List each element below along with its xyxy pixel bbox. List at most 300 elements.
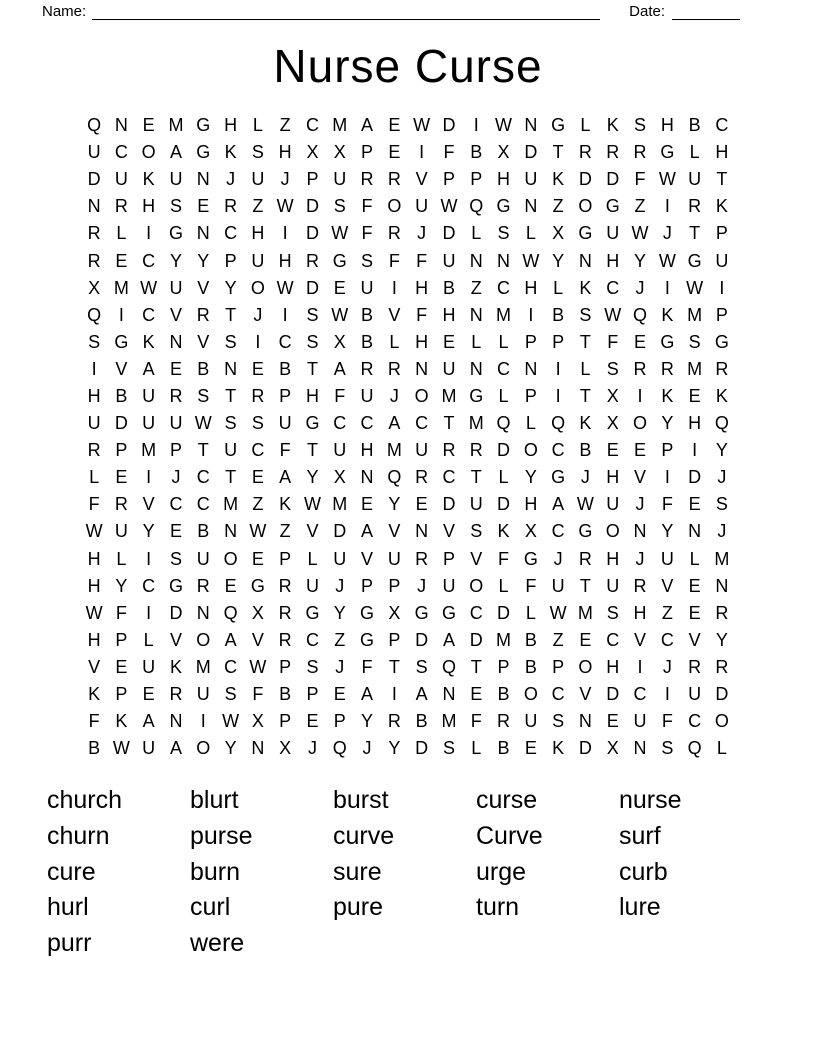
grid-letter: U (551, 575, 565, 596)
grid-letter: A (415, 684, 428, 705)
grid-letter: L (716, 738, 727, 759)
grid-letter: W (413, 115, 431, 136)
grid-letter: D (578, 738, 592, 759)
grid-letter: U (688, 684, 702, 705)
grid-letter: J (662, 656, 672, 677)
grid-letter: V (169, 629, 182, 650)
grid-letter: B (197, 521, 210, 542)
grid-letter: M (441, 711, 457, 732)
grid-letter: B (497, 738, 510, 759)
grid-letter: U (360, 277, 374, 298)
grid-letter: X (88, 277, 101, 298)
grid-letter: M (386, 440, 402, 461)
grid-letter: P (361, 575, 374, 596)
grid-letter: X (388, 602, 401, 623)
grid-letter: N (224, 521, 238, 542)
grid-letter: N (469, 358, 483, 379)
grid-letter: D (169, 602, 183, 623)
grid-letter: I (637, 656, 643, 677)
grid-letter: I (282, 223, 288, 244)
grid-letter: B (524, 656, 537, 677)
grid-letter: N (497, 250, 511, 271)
grid-letter: G (332, 250, 347, 271)
grid-letter: K (579, 277, 592, 298)
grid-letter: H (688, 413, 702, 434)
grid-letter: R (169, 385, 183, 406)
grid-letter: L (553, 277, 564, 298)
grid-letter: J (335, 575, 345, 596)
grid-letter: D (715, 684, 729, 705)
grid-letter: B (579, 440, 592, 461)
grid-letter: D (442, 115, 456, 136)
grid-letter: B (688, 115, 701, 136)
grid-letter: R (278, 602, 292, 623)
grid-letter: W (85, 521, 103, 542)
grid-letter: J (662, 223, 672, 244)
grid-letter: N (578, 711, 592, 732)
grid-letter: X (497, 142, 510, 163)
grid-letter: S (552, 711, 565, 732)
grid-letter: A (224, 629, 237, 650)
grid-letter: C (606, 629, 620, 650)
grid-letter: Y (552, 250, 565, 271)
grid-letter: K (552, 169, 565, 190)
grid-letter: U (87, 142, 101, 163)
grid-letter: W (112, 738, 130, 759)
grid-letter: C (551, 684, 565, 705)
grid-letter: I (200, 711, 206, 732)
grid-letter: I (91, 358, 97, 379)
grid-letter: H (87, 385, 101, 406)
grid-letter: C (224, 656, 238, 677)
grid-letter: F (115, 602, 127, 623)
grid-letter: Y (661, 413, 674, 434)
grid-letter: U (196, 684, 210, 705)
grid-letter: E (169, 521, 182, 542)
grid-letter: P (169, 440, 182, 461)
grid-letter: E (333, 277, 346, 298)
grid-letter: C (224, 223, 238, 244)
word-list-column (190, 783, 333, 962)
grid-letter: S (224, 331, 237, 352)
grid-letter: X (606, 738, 619, 759)
grid-letter: G (305, 413, 320, 434)
grid-letter: E (142, 684, 155, 705)
grid-letter: C (333, 413, 347, 434)
grid-letter: D (688, 467, 702, 488)
grid-letter: L (580, 358, 591, 379)
grid-letter: S (197, 385, 210, 406)
grid-letter: E (251, 548, 264, 569)
grid-letter: M (496, 629, 512, 650)
grid-letter: M (113, 277, 129, 298)
grid-letter: G (660, 142, 675, 163)
grid-letter: J (362, 738, 372, 759)
grid-letter: M (223, 494, 239, 515)
grid-letter: H (360, 440, 374, 461)
grid-letter: F (525, 575, 537, 596)
grid-letter: U (360, 385, 374, 406)
grid-letter: M (332, 494, 348, 515)
grid-letter: U (660, 548, 674, 569)
grid-letter: I (719, 277, 725, 298)
grid-letter: H (415, 331, 429, 352)
grid-letter: W (495, 115, 513, 136)
grid-letter: U (169, 169, 183, 190)
grid-letter: C (305, 629, 319, 650)
grid-letter: H (442, 304, 456, 325)
grid-letter: P (306, 169, 319, 190)
grid-letter: K (715, 385, 728, 406)
grid-letter: O (605, 521, 620, 542)
grid-letter: B (279, 684, 292, 705)
grid-letter: Y (169, 250, 182, 271)
grid-letter: I (528, 304, 534, 325)
grid-letter: K (661, 304, 674, 325)
grid-letter: I (146, 548, 152, 569)
grid-letter: P (115, 629, 128, 650)
grid-letter: R (633, 142, 647, 163)
grid-letter: S (169, 196, 182, 217)
grid-letter: F (634, 169, 646, 190)
grid-letter: P (279, 656, 292, 677)
grid-letter: D (114, 413, 128, 434)
grid-letter: H (524, 277, 538, 298)
grid-letter: W (576, 494, 594, 515)
grid-letter: K (552, 738, 565, 759)
grid-letter: J (635, 548, 645, 569)
grid-letter: Q (87, 304, 102, 325)
grid-letter: D (333, 521, 347, 542)
grid-letter: U (524, 711, 538, 732)
grid-letter: M (496, 304, 512, 325)
grid-letter: C (633, 684, 647, 705)
grid-letter: R (633, 575, 647, 596)
grid-letter: T (579, 575, 591, 596)
word-list-item: hurl (47, 893, 89, 922)
grid-letter: C (469, 602, 483, 623)
grid-letter: P (224, 250, 237, 271)
grid-letter: M (195, 656, 211, 677)
grid-letter: E (579, 629, 592, 650)
grid-letter: U (142, 385, 156, 406)
grid-letter: E (634, 331, 647, 352)
grid-letter: U (606, 494, 620, 515)
word-list-item: curve (333, 821, 395, 850)
grid-letter: U (87, 413, 101, 434)
grid-letter: U (114, 521, 128, 542)
grid-letter: N (688, 521, 702, 542)
grid-letter: P (442, 548, 455, 569)
grid-letter: E (415, 494, 428, 515)
grid-letter: O (714, 711, 729, 732)
grid-letter: I (255, 331, 261, 352)
grid-letter: R (87, 440, 101, 461)
grid-letter: W (331, 304, 349, 325)
grid-letter: E (634, 440, 647, 461)
grid-letter: Q (441, 656, 456, 677)
grid-letter: H (224, 115, 238, 136)
grid-letter: S (224, 684, 237, 705)
grid-letter: Y (388, 494, 401, 515)
grid-letter: T (579, 385, 591, 406)
grid-letter: W (549, 602, 567, 623)
grid-letter: Y (197, 250, 210, 271)
grid-letter: T (225, 385, 237, 406)
grid-letter: O (250, 277, 265, 298)
grid-letter: B (415, 711, 428, 732)
grid-letter: V (142, 494, 155, 515)
grid-letter: E (224, 575, 237, 596)
grid-letter: P (279, 548, 292, 569)
grid-letter: G (360, 602, 375, 623)
grid-letter: W (249, 521, 267, 542)
grid-letter: S (88, 331, 101, 352)
grid-letter: C (442, 467, 456, 488)
grid-letter: O (196, 629, 211, 650)
grid-letter: E (606, 711, 619, 732)
grid-letter: P (279, 711, 292, 732)
grid-letter: Z (252, 494, 264, 515)
grid-letter: I (391, 277, 397, 298)
grid-letter: G (168, 575, 183, 596)
grid-letter: A (279, 467, 292, 488)
grid-letter: G (414, 602, 429, 623)
grid-letter: A (333, 358, 346, 379)
grid-letter: Z (661, 602, 673, 623)
grid-letter: E (606, 440, 619, 461)
grid-letter: C (360, 413, 374, 434)
grid-letter: S (579, 304, 592, 325)
grid-letter: J (171, 467, 181, 488)
grid-letter: L (498, 385, 509, 406)
grid-letter: U (688, 169, 702, 190)
grid-letter: C (688, 711, 702, 732)
grid-letter: V (361, 548, 374, 569)
grid-letter: N (524, 358, 538, 379)
grid-letter: G (441, 602, 456, 623)
grid-letter: Y (306, 467, 319, 488)
grid-letter: C (251, 440, 265, 461)
grid-letter: J (335, 656, 345, 677)
word-list-item: urge (476, 857, 527, 886)
grid-letter: F (661, 494, 673, 515)
grid-letter: X (606, 413, 619, 434)
grid-letter: M (577, 602, 593, 623)
grid-letter: P (115, 684, 128, 705)
grid-letter: K (169, 656, 182, 677)
grid-letter: E (333, 684, 346, 705)
grid-letter: R (606, 142, 620, 163)
grid-letter: H (87, 575, 101, 596)
grid-letter: R (578, 548, 592, 569)
grid-letter: L (689, 548, 700, 569)
grid-letter: I (664, 684, 670, 705)
grid-letter: J (553, 548, 563, 569)
grid-letter: N (633, 521, 647, 542)
grid-letter: Y (634, 250, 647, 271)
grid-letter: D (606, 684, 620, 705)
grid-letter: X (251, 711, 264, 732)
grid-letter: D (578, 169, 592, 190)
grid-letter: T (225, 467, 237, 488)
puzzle-title: Nurse Curse (273, 40, 543, 92)
grid-letter: I (391, 684, 397, 705)
grid-letter: O (578, 656, 593, 677)
grid-letter: L (471, 331, 482, 352)
grid-letter: R (387, 169, 401, 190)
grid-letter: R (715, 358, 729, 379)
grid-letter: X (333, 142, 346, 163)
grid-letter: D (497, 440, 511, 461)
grid-letter: E (361, 494, 374, 515)
grid-letter: O (387, 196, 402, 217)
grid-letter: W (276, 196, 294, 217)
grid-letter: X (333, 331, 346, 352)
grid-letter: W (303, 494, 321, 515)
word-list-item: burn (190, 857, 241, 886)
grid-letter: E (251, 467, 264, 488)
grid-letter: Q (87, 115, 102, 136)
grid-letter: M (687, 358, 703, 379)
grid-letter: A (361, 521, 374, 542)
grid-letter: J (580, 467, 590, 488)
grid-letter: V (661, 575, 674, 596)
grid-letter: V (442, 521, 455, 542)
grid-letter: S (333, 196, 346, 217)
grid-letter: N (578, 250, 592, 271)
grid-letter: H (87, 548, 101, 569)
grid-letter: O (633, 413, 648, 434)
word-list-item: blurt (190, 786, 239, 815)
grid-letter: I (146, 602, 152, 623)
grid-letter: R (114, 196, 128, 217)
grid-letter: D (415, 629, 429, 650)
grid-letter: N (196, 602, 210, 623)
grid-letter: U (333, 440, 347, 461)
grid-letter: A (169, 738, 182, 759)
grid-letter: U (524, 169, 538, 190)
grid-letter: U (142, 656, 156, 677)
grid-letter: U (415, 440, 429, 461)
grid-letter: F (498, 548, 510, 569)
grid-letter: U (169, 277, 183, 298)
grid-letter: T (225, 304, 237, 325)
grid-letter: I (664, 467, 670, 488)
grid-letter: N (87, 196, 101, 217)
grid-letter: V (579, 684, 592, 705)
grid-letter: N (224, 358, 238, 379)
grid-letter: J (717, 467, 727, 488)
grid-letter: I (692, 440, 698, 461)
grid-letter: T (443, 413, 455, 434)
grid-letter: R (360, 358, 374, 379)
grid-letter: A (142, 711, 155, 732)
grid-letter: P (552, 656, 565, 677)
grid-letter: F (388, 250, 400, 271)
grid-letter: T (552, 142, 564, 163)
grid-letter: B (470, 142, 483, 163)
grid-letter: G (196, 115, 211, 136)
date-label: Date: (629, 3, 665, 20)
grid-letter: U (442, 358, 456, 379)
grid-letter: G (551, 115, 566, 136)
grid-letter: W (604, 304, 622, 325)
grid-letter: F (470, 711, 482, 732)
grid-letter: H (142, 196, 156, 217)
grid-letter: A (388, 413, 401, 434)
grid-letter: B (361, 331, 374, 352)
grid-letter: L (525, 413, 536, 434)
grid-letter: E (524, 738, 537, 759)
grid-letter: J (717, 521, 727, 542)
grid-letter: S (715, 494, 728, 515)
grid-letter: F (252, 684, 264, 705)
grid-letter: O (223, 548, 238, 569)
grid-letter: S (306, 656, 319, 677)
grid-letter: S (306, 304, 319, 325)
grid-letter: G (687, 250, 702, 271)
word-list-item: purse (190, 821, 253, 850)
grid-letter: L (525, 602, 536, 623)
grid-letter: J (635, 277, 645, 298)
grid-letter: O (469, 575, 484, 596)
grid-letter: H (87, 629, 101, 650)
grid-letter: J (389, 385, 399, 406)
grid-letter: Q (714, 413, 729, 434)
grid-letter: H (660, 115, 674, 136)
grid-letter: U (251, 169, 265, 190)
grid-letter: C (551, 521, 565, 542)
grid-letter: E (388, 142, 401, 163)
grid-letter: D (524, 142, 538, 163)
grid-letter: P (552, 331, 565, 352)
grid-letter: N (169, 331, 183, 352)
grid-letter: R (251, 385, 265, 406)
grid-letter: P (442, 169, 455, 190)
grid-letter: P (115, 440, 128, 461)
grid-letter: N (524, 115, 538, 136)
grid-letter: I (555, 385, 561, 406)
grid-letter: K (279, 494, 292, 515)
grid-letter: Q (387, 467, 402, 488)
grid-letter: N (415, 521, 429, 542)
grid-letter: U (114, 169, 128, 190)
grid-letter: G (605, 196, 620, 217)
grid-letter: C (142, 304, 156, 325)
grid-letter: B (497, 684, 510, 705)
grid-letter: W (85, 602, 103, 623)
grid-letter: C (715, 115, 729, 136)
grid-letter: C (551, 440, 565, 461)
grid-letter: R (169, 684, 183, 705)
grid-letter: J (226, 169, 236, 190)
word-list-item: sure (333, 857, 382, 886)
grid-letter: R (497, 711, 511, 732)
word-list-item: Curve (476, 821, 543, 850)
grid-letter: X (552, 223, 565, 244)
grid-letter: B (361, 304, 374, 325)
grid-letter: K (88, 684, 101, 705)
grid-letter: X (279, 738, 292, 759)
grid-letter: P (333, 711, 346, 732)
grid-letter: R (578, 142, 592, 163)
grid-letter: A (361, 115, 374, 136)
word-list-item: purr (47, 929, 92, 958)
grid-letter: M (441, 385, 457, 406)
word-list-item: church (47, 786, 123, 815)
grid-letter: S (251, 142, 264, 163)
